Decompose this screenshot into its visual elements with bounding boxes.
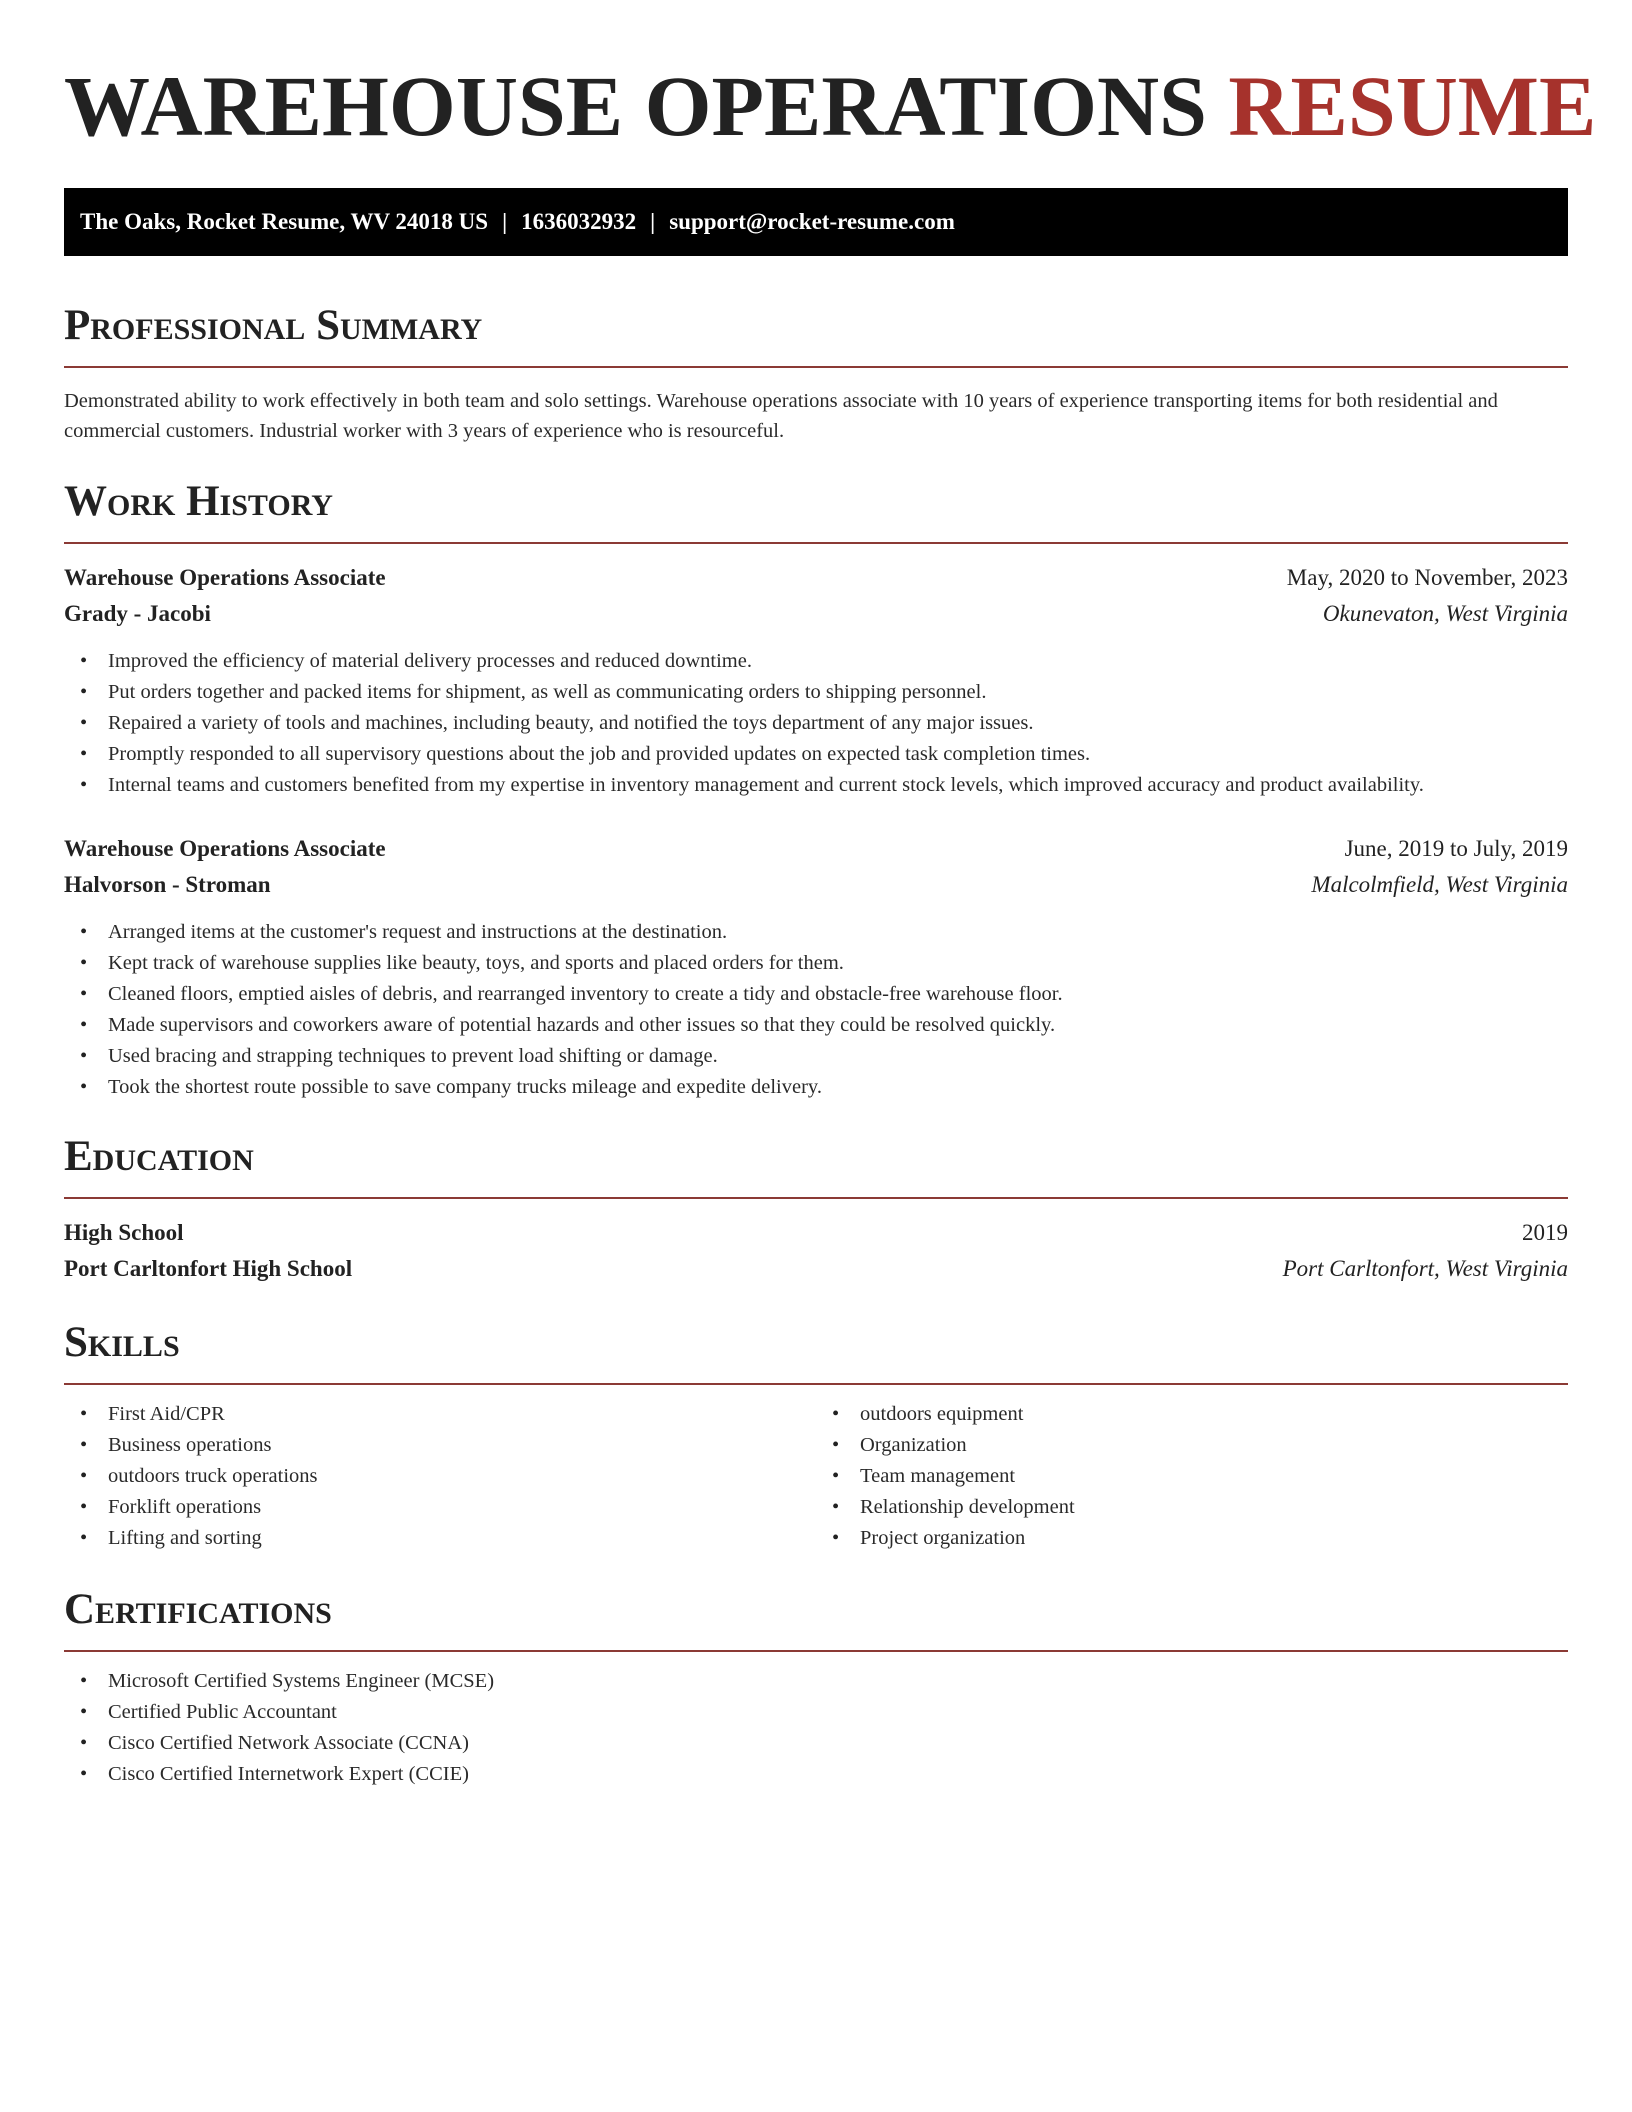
work-history-section	[64, 476, 1568, 1103]
skills-grid	[64, 1399, 1568, 1554]
contact-separator: |	[650, 209, 656, 234]
job-entry	[64, 831, 1568, 1103]
list-item: • Took the shortest route possible to save company trucks mileage and expedite delivery.	[64, 1072, 1568, 1103]
list-item: • outdoors equipment	[816, 1399, 1568, 1430]
job-title: Warehouse Operations Associate	[64, 565, 386, 590]
job-title-row	[64, 560, 1568, 596]
list-item: • Internal teams and customers benefited from my expertise in inventory management and current stock levels, which improved accuracy and product availability.	[64, 770, 1568, 801]
contact-email: support@rocket-resume.com	[669, 209, 955, 234]
list-item: • Team management	[816, 1461, 1568, 1492]
section-divider	[64, 1383, 1568, 1385]
list-item: • Promptly responded to all supervisory questions about the job and provided updates on expected task completion times.	[64, 739, 1568, 770]
certifications-list	[64, 1666, 1568, 1790]
contact-address: The Oaks, Rocket Resume, WV 24018 US	[80, 209, 489, 234]
job-company: Grady - Jacobi	[64, 601, 211, 626]
list-item: • Microsoft Certified Systems Engineer (MCSE)	[64, 1666, 1568, 1697]
certifications-heading: Certifications	[64, 1586, 332, 1633]
title-accent: RESUME	[1228, 58, 1597, 154]
list-item: • Forklift operations	[64, 1492, 816, 1523]
section-divider	[64, 542, 1568, 544]
list-item: • Cisco Certified Internetwork Expert (CCIE)	[64, 1759, 1568, 1790]
list-item: • Put orders together and packed items for shipment, as well as communicating orders to shipping personnel.	[64, 677, 1568, 708]
contact-separator: |	[502, 209, 508, 234]
list-item: • Arranged items at the customer's request and instructions at the destination.	[64, 917, 1568, 948]
work-history-heading: Work History	[64, 478, 333, 525]
education-location: Port Carltonfort, West Virginia	[1282, 1256, 1568, 1281]
education-degree-row	[64, 1215, 1568, 1251]
section-divider	[64, 1197, 1568, 1199]
education-section	[64, 1131, 1568, 1287]
education-school: Port Carltonfort High School	[64, 1256, 353, 1281]
job-title: Warehouse Operations Associate	[64, 836, 386, 861]
job-company-row	[64, 867, 1568, 903]
job-title-row	[64, 831, 1568, 867]
education-heading: Education	[64, 1133, 254, 1180]
skills-section	[64, 1317, 1568, 1554]
list-item: • Improved the efficiency of material delivery processes and reduced downtime.	[64, 646, 1568, 677]
job-bullets	[64, 917, 1568, 1103]
list-item: • First Aid/CPR	[64, 1399, 816, 1430]
contact-phone: 1636032932	[521, 209, 637, 234]
job-dates: May, 2020 to November, 2023	[1286, 565, 1568, 590]
list-item: • Made supervisors and coworkers aware of potential hazards and other issues so that they could be resolved quickly.	[64, 1010, 1568, 1041]
list-item: • Cisco Certified Network Associate (CCNA)	[64, 1728, 1568, 1759]
job-dates: June, 2019 to July, 2019	[1344, 836, 1568, 861]
section-divider	[64, 1650, 1568, 1652]
certifications-section	[64, 1584, 1568, 1790]
summary-heading: Professional Summary	[64, 302, 483, 349]
job-company: Halvorson - Stroman	[64, 872, 271, 897]
list-item: • Kept track of warehouse supplies like beauty, toys, and sports and placed orders for them.	[64, 948, 1568, 979]
list-item: • Business operations	[64, 1430, 816, 1461]
education-school-row	[64, 1251, 1568, 1287]
summary-text: Demonstrated ability to work effectively in both team and solo settings. Warehouse operations associate with 10 years of experience transporting items for both residential and commercial customers. Industrial worker with 3 years of experience who is resourceful.	[64, 390, 1498, 442]
list-item: • Certified Public Accountant	[64, 1697, 1568, 1728]
list-item: • Organization	[816, 1430, 1568, 1461]
skills-column-left	[64, 1399, 816, 1554]
education-year: 2019	[1522, 1220, 1568, 1245]
list-item: • outdoors truck operations	[64, 1461, 816, 1492]
education-degree: High School	[64, 1220, 184, 1245]
resume-title	[64, 56, 1597, 156]
skills-column-right	[816, 1399, 1568, 1554]
contact-bar	[64, 188, 1568, 256]
job-entry	[64, 560, 1568, 801]
section-divider	[64, 366, 1568, 368]
list-item: • Lifting and sorting	[64, 1523, 816, 1554]
job-company-row	[64, 596, 1568, 632]
job-bullets	[64, 646, 1568, 801]
list-item: • Repaired a variety of tools and machines, including beauty, and notified the toys department of any major issues.	[64, 708, 1568, 739]
list-item: • Cleaned floors, emptied aisles of debris, and rearranged inventory to create a tidy and obstacle-free warehouse floor.	[64, 979, 1568, 1010]
list-item: • Relationship development	[816, 1492, 1568, 1523]
list-item: • Project organization	[816, 1523, 1568, 1554]
job-location: Okunevaton, West Virginia	[1322, 601, 1568, 626]
title-main: WAREHOUSE OPERATIONS	[64, 58, 1207, 154]
list-item: • Used bracing and strapping techniques to prevent load shifting or damage.	[64, 1041, 1568, 1072]
job-location: Malcolmfield, West Virginia	[1311, 872, 1568, 897]
summary-section	[64, 300, 1568, 446]
skills-heading: Skills	[64, 1319, 180, 1366]
